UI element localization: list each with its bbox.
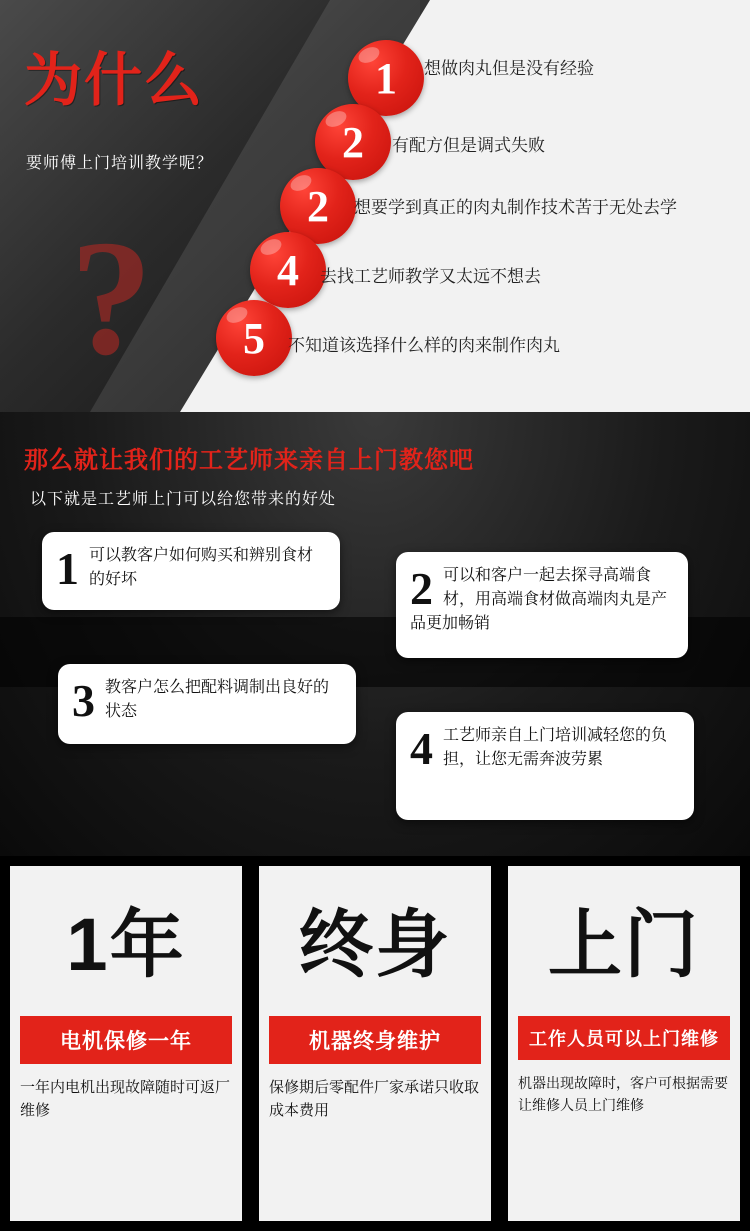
benefit-bubble-2	[396, 552, 688, 658]
benefit-text: 可以和客户一起去探寻高端食材，用高端食材做高端肉丸是产品更加畅销	[410, 567, 668, 632]
guarantee-banner: 机器终身维护	[269, 1016, 481, 1064]
benefit-section	[0, 412, 750, 856]
benefit-number: 3	[72, 675, 95, 726]
guarantee-card-3	[508, 866, 740, 1221]
benefit-bubble-3	[58, 664, 356, 744]
benefit-subtitle: 以下就是工艺师上门可以给您带来的好处	[30, 491, 337, 508]
why-item-text: 不知道该选择什么样的肉来制作肉丸	[288, 336, 560, 355]
why-item-text: 想做肉丸但是没有经验	[424, 59, 594, 78]
benefit-text: 工艺师亲自上门培训减轻您的负担，让您无需奔波劳累	[443, 727, 668, 768]
why-title: 为什么	[24, 48, 205, 113]
why-item-text: 去找工艺师教学又太远不想去	[320, 267, 541, 286]
why-badge: 5	[216, 300, 292, 376]
why-list	[0, 0, 750, 412]
guarantee-card-1	[10, 866, 242, 1221]
why-badge: 1	[348, 40, 424, 116]
guarantee-headline: 1年	[66, 903, 186, 986]
guarantee-note: 机器出现故障时，客户可根据需要让维修人员上门维修	[518, 1075, 728, 1113]
why-badge: 2	[315, 104, 391, 180]
why-subtitle: 要师傅上门培训教学呢？	[26, 155, 214, 172]
benefit-number: 4	[410, 723, 433, 774]
guarantee-card-2	[259, 866, 491, 1221]
why-section	[0, 0, 750, 412]
guarantee-section	[0, 856, 750, 1231]
why-item-text: 想要学到真正的肉丸制作技术苦于无处去学	[354, 198, 677, 217]
guarantee-banner: 工作人员可以上门维修	[518, 1016, 730, 1060]
benefit-bubble-1	[42, 532, 340, 610]
why-item-text: 有配方但是调式失败	[392, 136, 545, 155]
why-badge: 2	[280, 168, 356, 244]
guarantee-note: 一年内电机出现故障随时可返厂维修	[20, 1079, 231, 1119]
benefit-number: 2	[410, 563, 433, 614]
guarantee-headline: 上门	[548, 903, 700, 986]
benefit-text: 可以教客户如何购买和辨别食材的好坏	[89, 547, 314, 588]
why-badge: 4	[250, 232, 326, 308]
question-mark-icon: ?	[70, 206, 153, 389]
benefit-bubble-4	[396, 712, 694, 820]
benefit-number: 1	[56, 543, 79, 594]
guarantee-headline: 终身	[299, 903, 451, 986]
benefit-title: 那么就让我们的工艺师来亲自上门教您吧	[24, 447, 474, 474]
benefit-text: 教客户怎么把配料调制出良好的状态	[105, 679, 330, 720]
guarantee-banner: 电机保修一年	[20, 1016, 232, 1064]
guarantee-note: 保修期后零配件厂家承诺只收取成本费用	[269, 1079, 480, 1119]
